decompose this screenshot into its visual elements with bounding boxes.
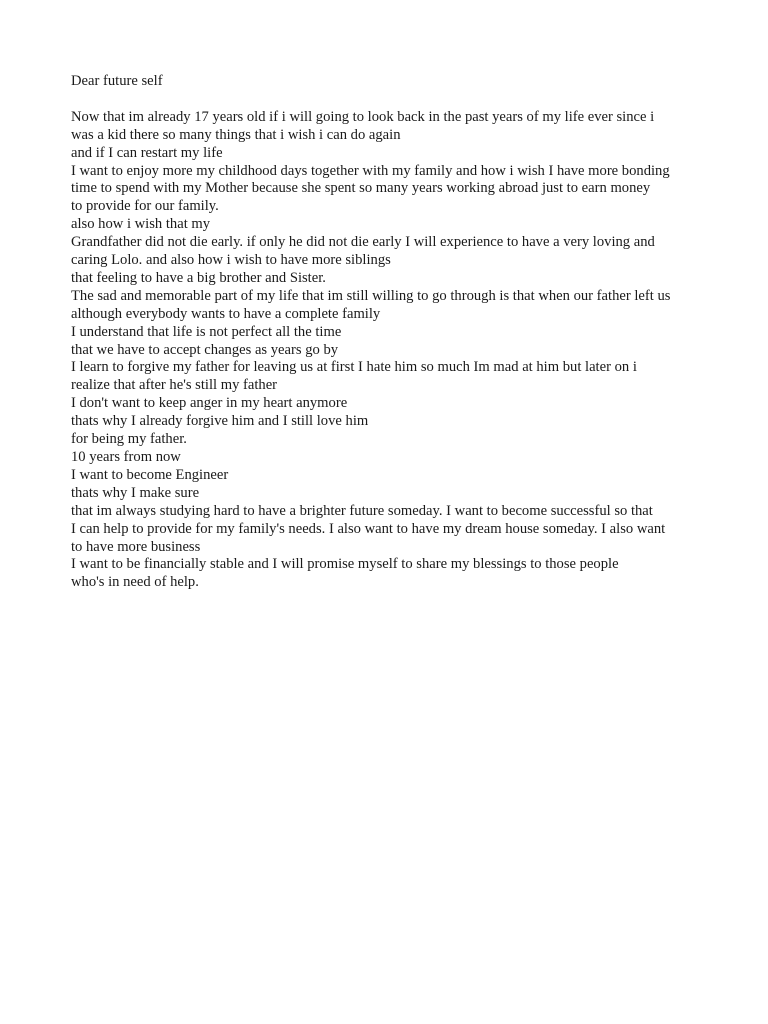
text-line: thats why I already forgive him and I still love him [71,413,369,430]
text-line: 10 years from now [71,449,181,466]
text-line: I want to become Engineer [71,466,229,483]
text-line: was a kid there so many things that i wish i can do again [71,126,401,143]
text-line: The sad and memorable part of my life that im still willing to go through is that when our father left us [71,287,671,304]
text-line: thats why I make sure [71,484,200,501]
text-line: time to spend with my Mother because she spent so many years working abroad just to earn money [71,180,651,197]
text-line: caring Lolo. and also how i wish to have more siblings [71,252,391,269]
text-line: I want to enjoy more my childhood days together with my family and how i wish I have more bonding [71,162,670,179]
text-line: that im always studying hard to have a brighter future someday. I want to become successful so that [71,502,653,519]
text-line: to have more business [71,538,201,555]
text-line: I can help to provide for my family's needs. I also want to have my dream house someday. I also want [71,520,666,537]
text-line: I don't want to keep anger in my heart anymore [71,395,348,412]
text-line: I want to be financially stable and I will promise myself to share my blessings to those people [71,556,619,573]
text-line: realize that after he's still my father [71,377,278,394]
text-line: I understand that life is not perfect all the time [71,323,342,340]
letter-body [71,73,711,592]
text-line: and if I can restart my life [71,144,223,161]
text-line: that we have to accept changes as years go by [71,341,339,358]
text-line: I learn to forgive my father for leaving us at first I hate him so much Im mad at him but later on i [71,359,637,376]
letter-salutation: Dear future self [71,73,163,89]
text-line: although everybody wants to have a complete family [71,305,381,322]
text-line: who's in need of help. [71,574,199,591]
text-line: for being my father. [71,431,187,448]
text-line: also how i wish that my [71,216,211,233]
text-line: that feeling to have a big brother and Sister. [71,269,326,286]
text-line: Now that im already 17 years old if i will going to look back in the past years of my life ever since i [71,108,655,125]
text-line: Grandfather did not die early. if only he did not die early I will experience to have a very loving and [71,234,655,251]
text-line: to provide for our family. [71,198,219,215]
letter-text [71,109,711,592]
